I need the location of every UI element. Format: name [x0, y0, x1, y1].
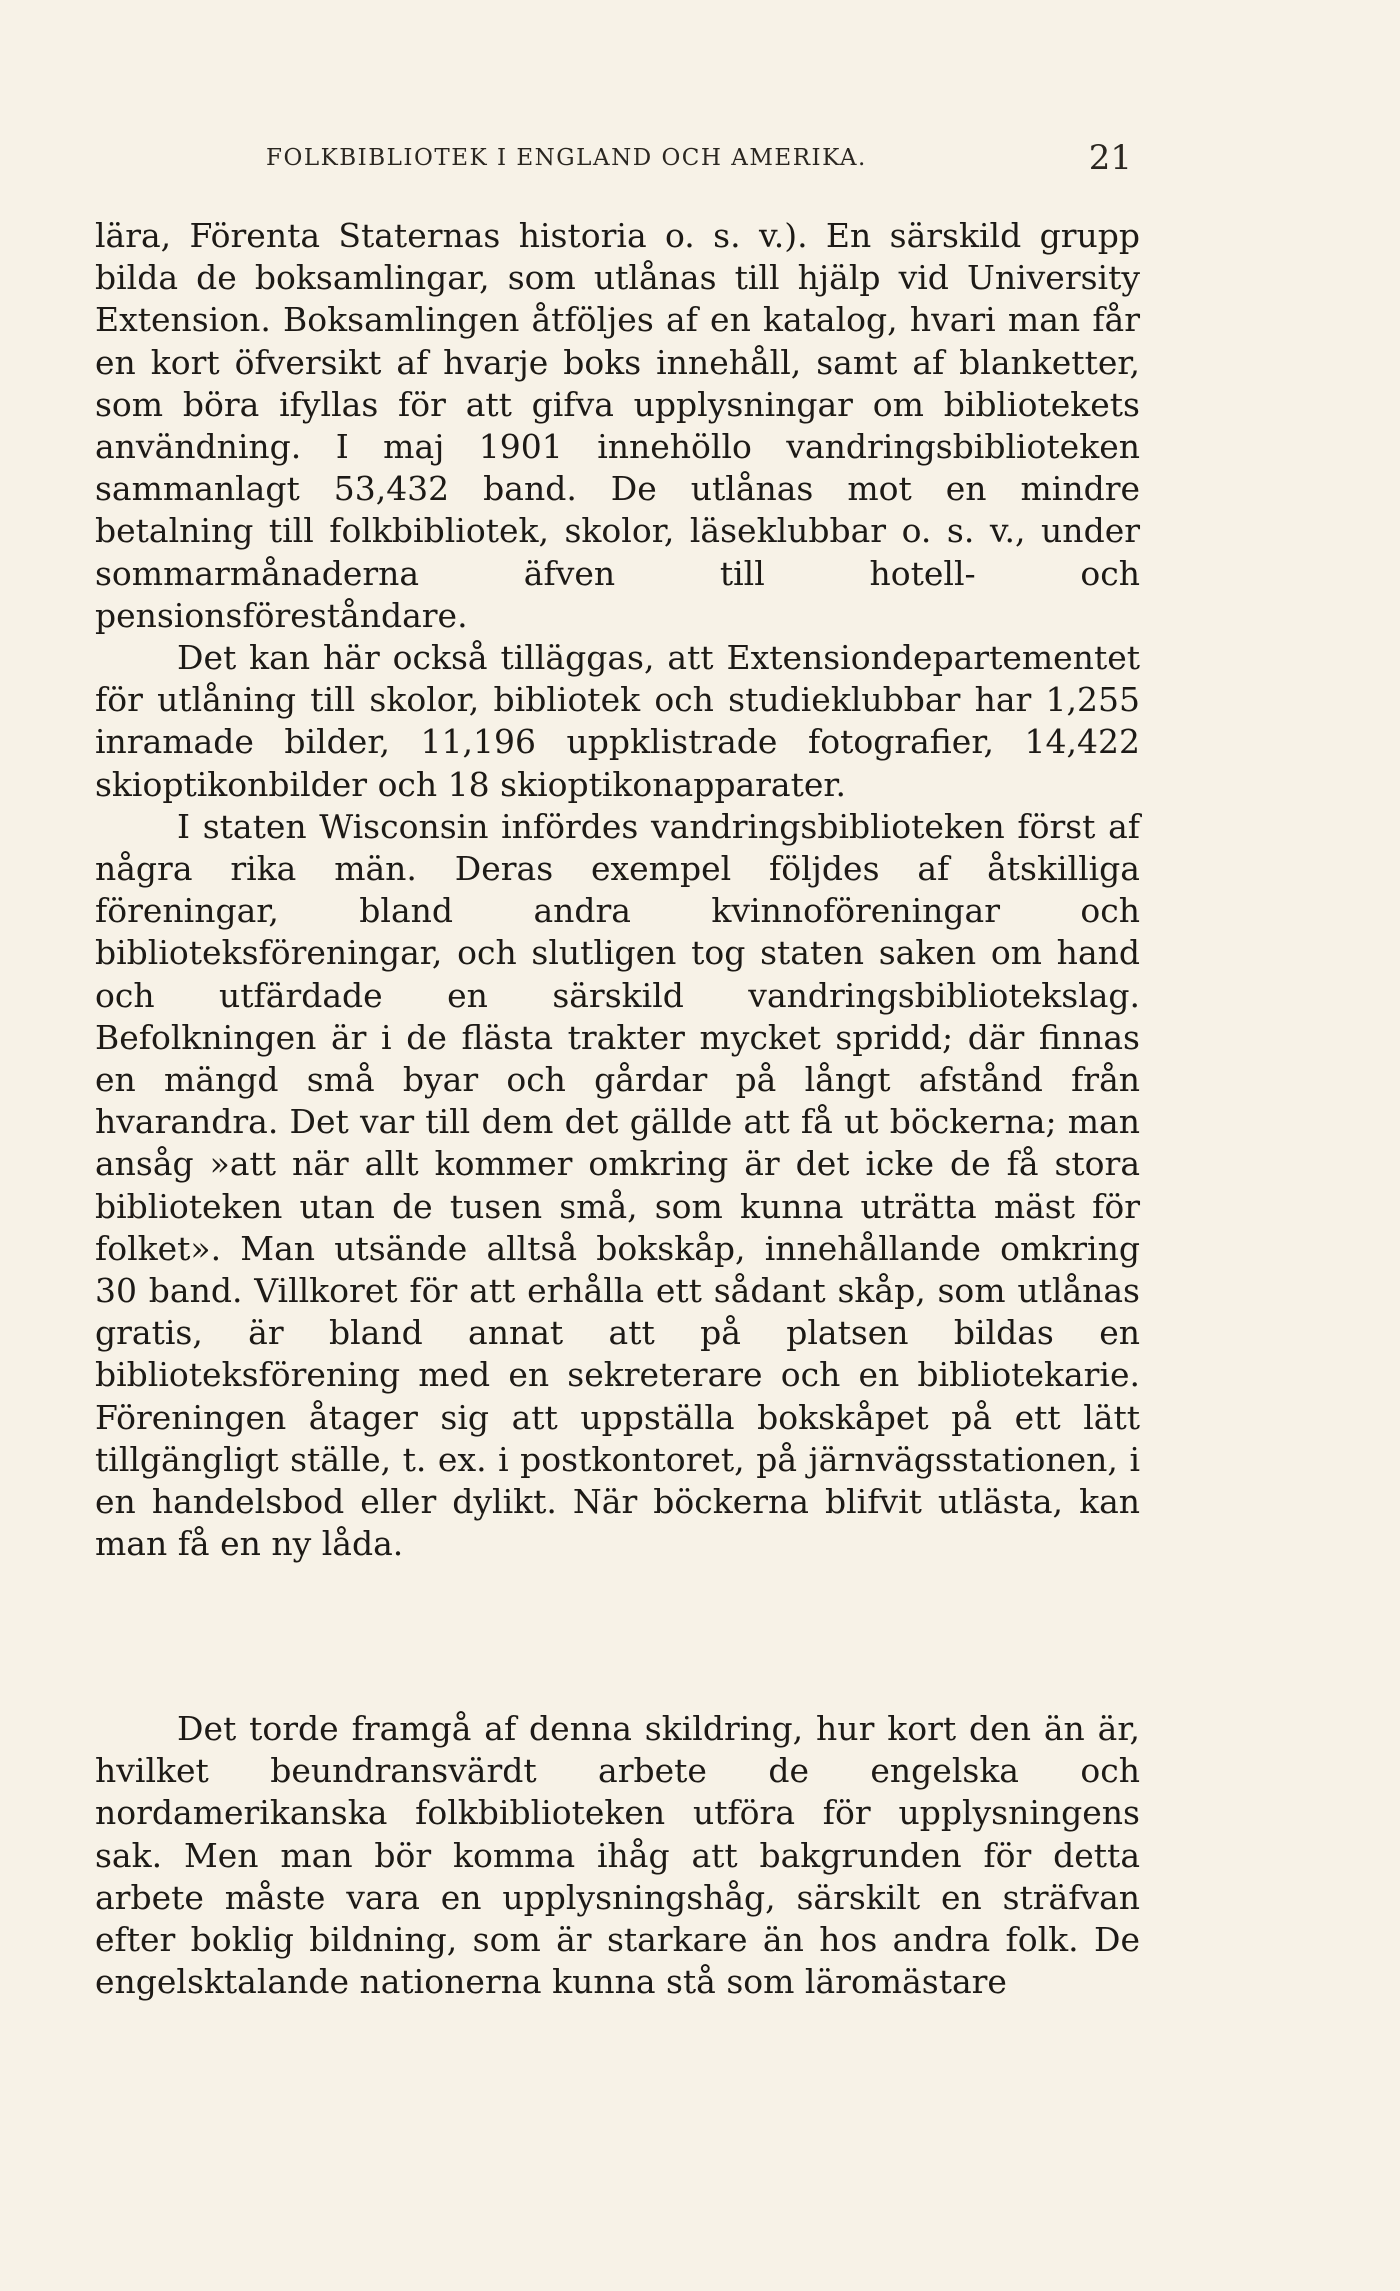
paragraph-continued: lära, Förenta Staternas historia o. s. v.). En särskild grupp bilda de boksamlingar, som utlånas till hjälp vid University Extension. Boksamlingen åtföljes af en katalog, hvari man får en kort öfversikt af hvarje boks innehåll, samt af blanketter, som böra ifyllas för att gifva upplysningar om bibliotekets användning. I maj 1901 innehöllo vandringsbiblioteken sammanlagt 53,432 band. De utlånas mot en mindre betalning till folkbibliotek, skolor, läseklubbar o. s. v., under sommarmånaderna äfven till hotell- och pensionsföreståndare.	[95, 216, 1140, 635]
paragraph-extension-department: Det kan här också tilläggas, att Extensiondepartementet för utlåning till skolor, bibliotek och studieklubbar har 1,255 inramade bilder, 11,196 uppklistrade fotografier, 14,422 skioptikonbilder och 18 skioptikonapparater.	[95, 638, 1140, 804]
body-text-conclusion	[95, 1708, 1140, 2003]
page-number: 21	[1088, 138, 1132, 178]
paragraph-conclusion: Det torde framgå af denna skildring, hur kort den än är, hvilket beundransvärdt arbete de engelska och nordamerikanska folkbiblioteken utföra för upplysningens sak. Men man bör komma ihåg att bakgrunden för detta arbete måste vara en upplysningshåg, särskilt en sträfvan efter boklig bildning, som är starkare än hos andra folk. De engelsktalande nationerna kunna stå som läromästare	[95, 1709, 1140, 2002]
body-text-main	[95, 215, 1140, 1566]
paragraph-wisconsin: I staten Wisconsin infördes vandringsbiblioteken först af några rika män. Deras exempel följdes af åtskilliga föreningar, bland andra kvinnoföreningar och biblioteksföreningar, och slutligen tog staten saken om hand och utfärdade en särskild vandringsbibliotekslag. Befolkningen är i de flästa trakter mycket spridd; där finnas en mängd små byar och gårdar på långt afstånd från hvarandra. Det var till dem det gällde att få ut böckerna; man ansåg »att när allt kommer omkring är det icke de få stora biblioteken utan de tusen små, som kunna uträtta mäst för folket». Man utsände alltså bokskåp, innehållande omkring 30 band. Villkoret för att erhålla ett sådant skåp, som utlånas gratis, är bland annat att på platsen bildas en biblioteksförening med en sekreterare och en bibliotekarie. Föreningen åtager sig att uppställa bokskåpet på ett lätt tillgängligt ställe, t. ex. i postkontoret, på järnvägsstationen, i en handelsbod eller dylikt. När böckerna blifvit utlästa, kan man få en ny låda.	[95, 806, 1140, 1564]
running-title: FOLKBIBLIOTEK I ENGLAND OCH AMERIKA.	[266, 145, 867, 171]
